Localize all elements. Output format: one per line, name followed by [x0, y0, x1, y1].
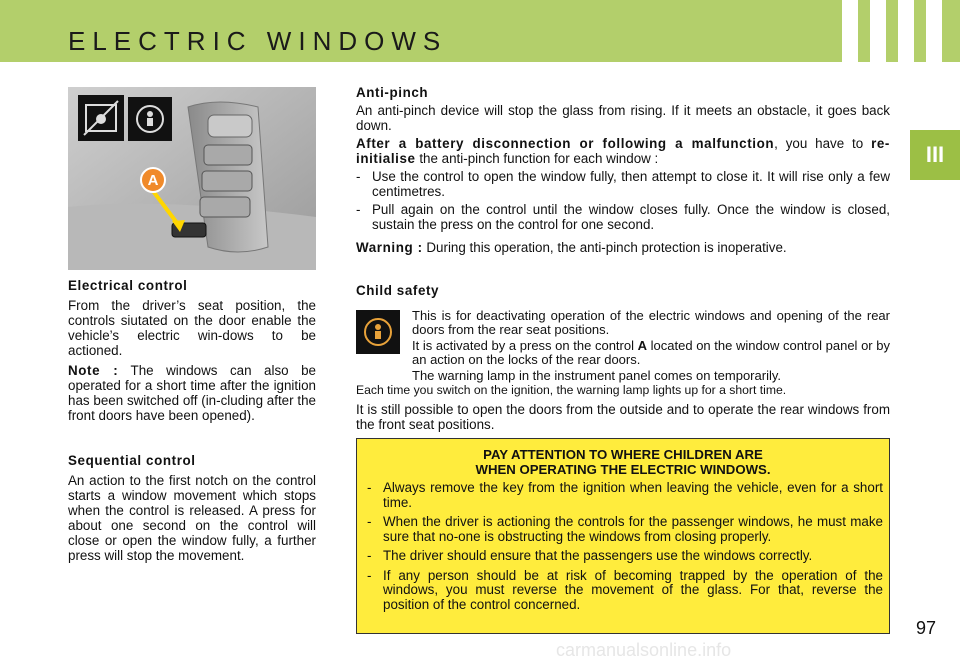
antipinch-heading: Anti-pinch	[356, 85, 429, 100]
header-stripe	[842, 0, 858, 62]
step-item: - Use the control to open the window fully, then attempt to close it. It will rise only a few centimetres.	[356, 169, 890, 199]
battery-bold: After a battery disconnection or following a malfunction	[356, 136, 775, 151]
warning-title-line2: WHEN OPERATING THE ELECTRIC WINDOWS.	[475, 462, 771, 477]
child-safety-lamp-icon	[356, 310, 400, 354]
warning-body: During this operation, the anti-pinch protection is inoperative.	[422, 240, 787, 255]
right-column	[356, 85, 890, 298]
page-number: 97	[916, 618, 937, 638]
child-p2a: It is activated by a press on the control	[412, 338, 638, 353]
page-title: ELECTRIC WINDOWS	[68, 26, 448, 56]
warning-item-text: If any person should be at risk of becoming trapped by the operation of the windows, you must reverse the movement of the glass. For that, reverse the position of the control concerned.	[383, 567, 883, 612]
child-p5: It is still possible to open the doors from the outside and to operate the rear windows from the front seat positions.	[356, 402, 890, 432]
warning-item: - Always remove the key from the ignition when leaving the vehicle, even for a short time.	[367, 480, 883, 510]
child-p1: This is for deactivating operation of the electric windows and opening of the rear doors from the rear seat positions.	[412, 308, 890, 337]
child-safety-icon	[128, 97, 172, 141]
warning-item: - The driver should ensure that the passengers use the windows correctly.	[367, 549, 883, 564]
warning-title-line1: PAY ATTENTION TO WHERE CHILDREN ARE	[483, 447, 763, 462]
warning-item-text: The driver should ensure that the passengers use the windows correctly.	[383, 548, 813, 563]
warning-item: - When the driver is actioning the controls for the passenger windows, he must make sure that no-one is obstructing the windows from closing properly.	[367, 514, 883, 544]
electrical-body: From the driver’s seat position, the controls siutated on the door enable the vehicle’s electric win-dows to be actioned.	[68, 298, 316, 358]
step-text: Pull again on the control until the window closes fully. Once the window is closed, sustain the press on the control for one second.	[372, 202, 890, 232]
battery-paragraph	[356, 136, 890, 166]
child-p2	[412, 339, 890, 367]
child-p4: Each time you switch on the ignition, the warning lamp lights up for a short time.	[356, 383, 787, 397]
child-p3: The warning lamp in the instrument panel comes on temporarily.	[412, 368, 781, 383]
note-label: Note :	[68, 363, 119, 378]
child-lock-disabled-icon	[78, 95, 124, 141]
sequential-body: An action to the first notch on the control starts a window movement which stops when the control is released. A press for about one second on the control will close or open the window fully, a further press will stop the movement.	[68, 473, 316, 563]
warning-item: - If any person should be at risk of becoming trapped by the operation of the windows, you must reverse the movement of the glass. For that, reverse the position of the control concerned.	[367, 567, 883, 612]
electrical-heading: Electrical control	[68, 278, 188, 293]
marker-a: A	[140, 167, 166, 193]
section-tab: III	[910, 130, 960, 180]
antipinch-body: An anti-pinch device will stop the glass from rising. If it meets an obstacle, it goes back down.	[356, 103, 890, 133]
battery-mid: , you have to	[774, 136, 872, 151]
header-stripe	[898, 0, 914, 62]
battery-bold2: re-initialise	[356, 136, 890, 166]
step-text: Use the control to open the window fully, then attempt to close it. It will rise only a few centimetres.	[372, 169, 890, 199]
step-item: - Pull again on the control until the window closes fully. Once the window is closed, sustain the press on the control for one second.	[356, 202, 890, 232]
child-heading: Child safety	[356, 283, 440, 298]
header-stripe	[926, 0, 942, 62]
child-safety-text	[412, 309, 890, 383]
header-band	[0, 0, 960, 62]
sequential-heading: Sequential control	[68, 453, 196, 468]
note-body: The windows can also be operated for a short time after the ignition has been switched off (in-cluding after the front doors have been opened).	[68, 363, 316, 423]
header-stripe	[870, 0, 886, 62]
warning-item-text: Always remove the key from the ignition when leaving the vehicle, even for a short time.	[383, 480, 883, 510]
warning-paragraph	[356, 240, 890, 255]
left-column	[68, 278, 316, 563]
warning-item-text: When the driver is actioning the controls for the passenger windows, he must make sure that no-one is obstructing the windows from closing properly.	[383, 514, 883, 544]
child-p2b: A	[637, 338, 648, 353]
warning-list	[367, 481, 883, 617]
window-controls-photo	[68, 87, 316, 270]
child-p2c: located on the window control panel or by an action on the locks of the rear doors.	[412, 338, 890, 367]
note-paragraph	[68, 363, 316, 423]
warning-label: Warning :	[356, 240, 423, 255]
watermark: carmanualsonline.info	[556, 640, 732, 660]
warning-box	[356, 438, 890, 634]
battery-end: the anti-pinch function for each window :	[415, 151, 659, 166]
warning-box-title	[357, 447, 889, 477]
